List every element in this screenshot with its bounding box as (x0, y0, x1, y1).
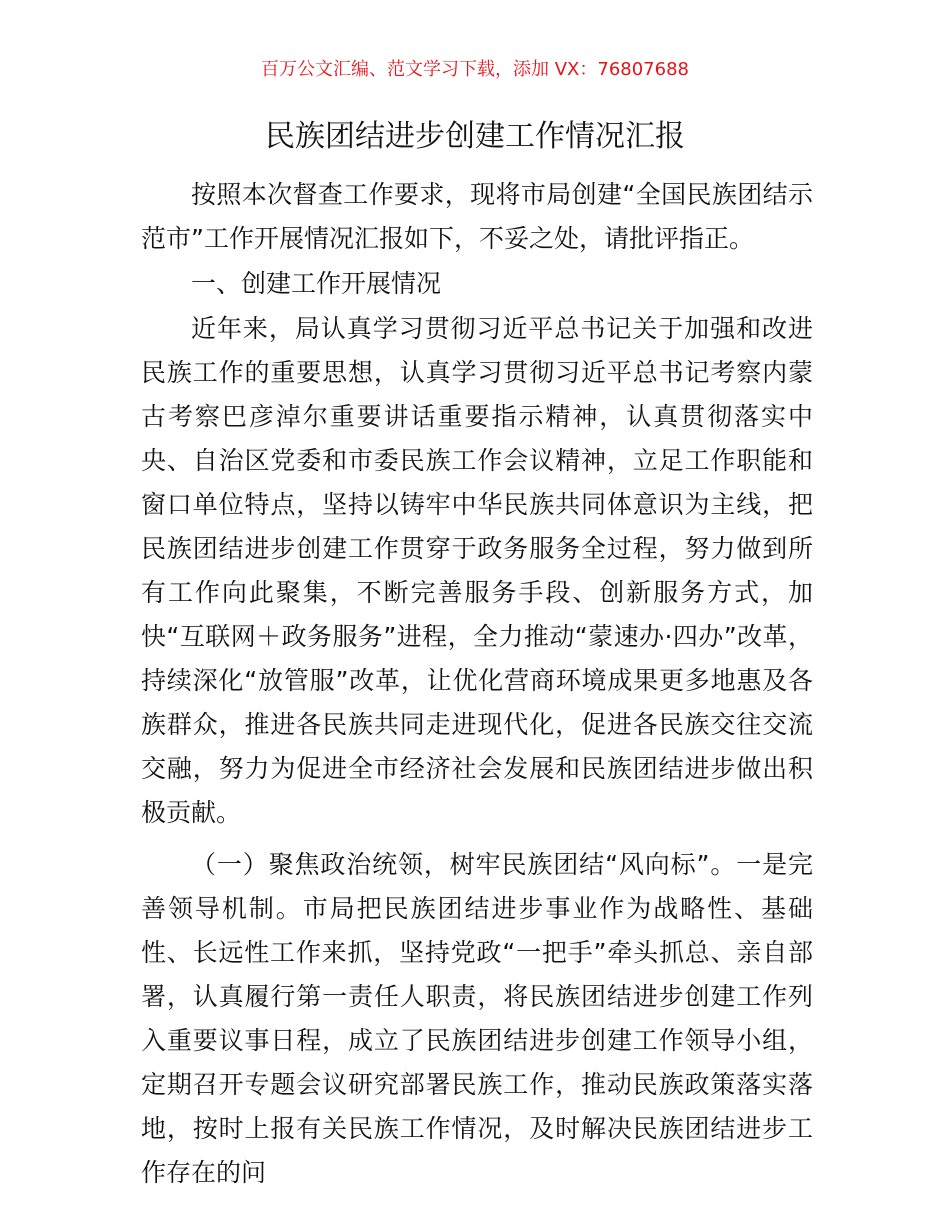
paragraph-intro: 按照本次督查工作要求，现将市局创建“全国民族团结示范市”工作开展情况汇报如下，不妥之处，请批评指正。 (141, 180, 813, 253)
watermark-text: 百万公文汇编、范文学习下载，添加 VX：76807688 (261, 59, 689, 80)
paragraph-subsection-1: （一）聚焦政治统领，树牢民族团结“风向标”。一是完善领导机制。市局把民族团结进步事业作为战略性、基础性、长远性工作来抓，坚持党政“一把手”牵头抓总、亲自部署，认真履行第一责任人职责，将民族团结进步创建工作列入重要议事日程，成立了民族团结进步创建工作领导小组，定期召开专题会议研究部署民族工作，推动民族政策落实落地，按时上报有关民族工作情况，及时解决民族团结进步工作存在的问 (141, 850, 813, 1187)
document-body (141, 173, 813, 1195)
document-title: 民族团结进步创建工作情况汇报 (265, 119, 685, 154)
section-heading: 一、创建工作开展情况 (191, 269, 442, 298)
paragraph-overview: 近年来，局认真学习贯彻习近平总书记关于加强和改进民族工作的重要思想，认真学习贯彻习近平总书记考察内蒙古考察巴彦淖尔重要讲话重要指示精神，认真贯彻落实中央、自治区党委和市委民族工作会议精神，立足工作职能和窗口单位特点，坚持以铸牢中华民族共同体意识为主线，把民族团结进步创建工作贯穿于政务服务全过程，努力做到所有工作向此聚集，不断完善服务手段、创新服务方式，加快“互联网＋政务服务”进程，全力推动“蒙速办·四办”改革，持续深化“放管服”改革，让优化营商环境成果更多地惠及各族群众，推进各民族共同走进现代化，促进各民族交往交流交融，努力为促进全市经济社会发展和民族团结进步做出积极贡献。 (141, 314, 813, 827)
